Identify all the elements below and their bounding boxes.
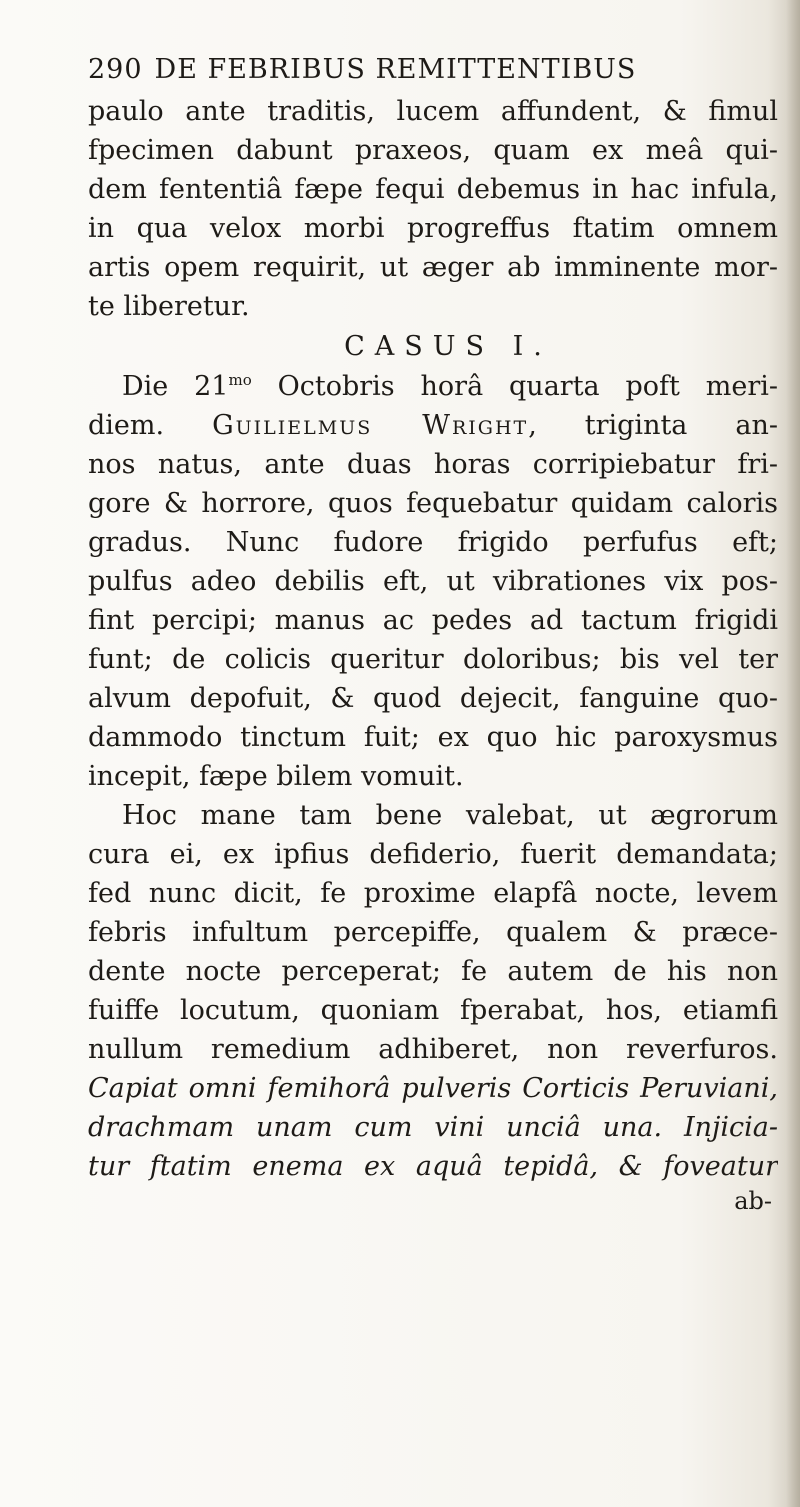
text-line: dem fententiâ fæpe fequi debemus in hac infula, [88, 174, 778, 205]
date-prefix: Die 21 [122, 371, 229, 402]
text-line: funt; de colicis queritur doloribus; bis vel ter [88, 644, 778, 675]
text-line: dente nocte perceperat; fe autem de his non [88, 956, 778, 987]
morning-paragraph [88, 796, 778, 1069]
page-number: 290 [88, 54, 143, 85]
text-line: febris infultum percepiffe, qualem & præce- [88, 917, 778, 948]
text-line: dammodo tinctum fuit; ex quo hic paroxysmus [88, 722, 778, 753]
text-line: fint percipi; manus ac pedes ad tactum frigidi [88, 605, 778, 636]
text-line: nos natus, ante duas horas corripiebatur fri- [88, 449, 778, 480]
catchword: ab- [734, 1187, 772, 1215]
running-title: DE FEBRIBUS REMITTENTIBUS [154, 54, 637, 85]
line-prefix: diem. [88, 410, 213, 441]
text-line: pulfus adeo debilis eft, ut vibrationes vix pos- [88, 566, 778, 597]
patient-name: Guilielmus Wright [212, 410, 529, 441]
text-block [88, 52, 778, 1216]
case-paragraph [88, 367, 778, 796]
text-line: paulo ante traditis, lucem affundent, & fimul [88, 96, 778, 127]
text-line: Hoc mane tam bene valebat, ut ægrorum [122, 800, 778, 831]
text-line: fpecimen dabunt praxeos, quam ex meâ qui- [88, 135, 778, 166]
text-line: gradus. Nunc fudore frigido perfufus eft; [88, 527, 778, 558]
text-line: in qua velox morbi progreffus ftatim omnem [88, 213, 778, 244]
page-edge-shadow [786, 0, 800, 1507]
text-line: fed nunc dicit, fe proxime elapfâ nocte, levem [88, 878, 778, 909]
prescription [88, 1069, 778, 1186]
text-line [88, 406, 778, 445]
text-line: gore & horrore, quos fequebatur quidam caloris [88, 488, 778, 519]
prescription-line: tur ftatim enema ex aquâ tepidâ, & foveatur [88, 1151, 778, 1182]
date-suffix: Octobris horâ quarta poft meri- [251, 371, 778, 402]
text-line [88, 367, 778, 406]
prescription-line: Capiat omni femihorâ pulveris Corticis Peruviani, [88, 1073, 778, 1104]
running-head [88, 52, 778, 88]
text-line: nullum remedium adhiberet, non reverfuros. [88, 1034, 778, 1065]
casus-heading: CASUS I. [344, 331, 552, 362]
text-line: incepit, fæpe bilem vomuit. [88, 761, 464, 792]
text-line: fuiffe locutum, quoniam fperabat, hos, etiamfi [88, 995, 778, 1026]
text-line: te liberetur. [88, 291, 250, 322]
prescription-line: drachmam unam cum vini unciâ una. Injicia- [88, 1112, 778, 1143]
text-line: artis opem requirit, ut æger ab imminente mor- [88, 252, 778, 283]
line-suffix: , triginta an- [528, 410, 778, 441]
date-ordinal: mo [228, 371, 252, 389]
text-line: cura ei, ex ipfius defiderio, fuerit demandata; [88, 839, 778, 870]
intro-paragraph [88, 92, 778, 326]
text-line: alvum depofuit, & quod dejecit, fanguine quo- [88, 683, 778, 714]
